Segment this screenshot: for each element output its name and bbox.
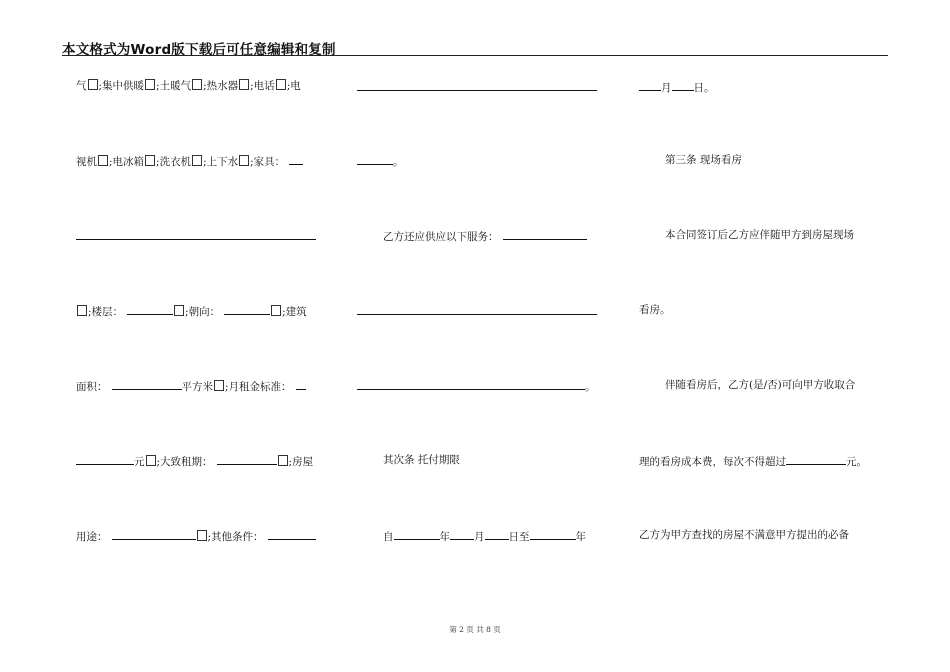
col3-line-2 <box>665 153 742 167</box>
text: 理的看房成本费，每次不得超过 <box>639 456 786 468</box>
fill-blank[interactable] <box>224 303 270 315</box>
text: 平方米 <box>181 381 213 393</box>
text: ;上下水 <box>203 156 239 168</box>
checkbox[interactable] <box>214 380 224 391</box>
text: ;电 <box>286 80 301 92</box>
fill-blank[interactable] <box>394 528 440 540</box>
text: 自 <box>383 531 394 543</box>
col3-line-7 <box>639 528 849 542</box>
col1-line-6 <box>76 453 313 469</box>
document-header-title: 本文格式为Word版下载后可任意编辑和复制 <box>62 42 336 58</box>
fill-blank[interactable] <box>357 79 597 91</box>
text: 年 <box>575 531 586 543</box>
text: ;洗衣机 <box>156 156 192 168</box>
text: 乙方为甲方查找的房屋不满意甲方提出的必备 <box>639 529 849 541</box>
col2-line-2 <box>357 153 404 169</box>
fill-blank[interactable] <box>672 79 694 91</box>
col3-line-4 <box>639 303 671 317</box>
text: 其次条 托付期限 <box>383 454 460 466</box>
text: 伴随看房后，乙方(是/否)可向甲方收取合 <box>665 379 856 391</box>
checkbox[interactable] <box>145 79 155 90</box>
text: ;大致租期： <box>156 456 213 468</box>
checkbox[interactable] <box>88 79 98 90</box>
text: 看房。 <box>639 304 671 316</box>
fill-blank[interactable] <box>76 453 134 465</box>
text: 月 <box>474 531 485 543</box>
text: ;房屋 <box>288 456 314 468</box>
fill-blank[interactable] <box>357 378 585 390</box>
col1-line-1 <box>76 79 301 93</box>
text: 气 <box>76 80 87 92</box>
text: ;建筑 <box>282 306 307 318</box>
checkbox[interactable] <box>192 79 202 90</box>
fill-blank[interactable] <box>503 228 587 240</box>
checkbox[interactable] <box>146 455 156 466</box>
page-number-footer: 第 2 页 共 8 页 <box>449 625 501 634</box>
text: ;电话 <box>250 80 275 92</box>
col2-line-6 <box>383 453 460 467</box>
fill-blank[interactable] <box>112 378 182 390</box>
checkbox[interactable] <box>98 155 108 166</box>
checkbox[interactable] <box>192 155 202 166</box>
text: 本合同签订后乙方应伴随甲方到房屋现场 <box>665 229 854 241</box>
col3-line-1 <box>639 79 715 95</box>
col1-line-5 <box>76 378 306 394</box>
col3-line-5 <box>665 378 855 392</box>
text: 面积： <box>76 381 108 393</box>
fill-blank[interactable] <box>485 528 509 540</box>
checkbox[interactable] <box>197 530 207 541</box>
fill-blank[interactable] <box>112 528 196 540</box>
col2-line-1 <box>357 79 597 95</box>
text: 月 <box>661 82 672 94</box>
fill-blank[interactable] <box>289 153 303 165</box>
col1-line-3 <box>76 228 316 244</box>
col2-line-3 <box>383 228 587 244</box>
col3-line-6 <box>639 453 867 469</box>
text: ;其他条件： <box>207 531 264 543</box>
checkbox[interactable] <box>174 305 184 316</box>
header-divider <box>62 55 888 56</box>
text: ;土暖气 <box>156 80 192 92</box>
col2-line-7 <box>383 528 586 544</box>
text: ;热水器 <box>203 80 239 92</box>
col3-line-3 <box>665 228 854 242</box>
col1-line-7 <box>76 528 316 544</box>
text: ;月租金标准： <box>225 381 292 393</box>
text: ;电冰箱 <box>109 156 145 168</box>
text: 第三条 现场看房 <box>665 154 742 166</box>
text: 元 <box>134 456 145 468</box>
text: ;楼层： <box>88 306 124 318</box>
checkbox[interactable] <box>271 305 281 316</box>
col2-line-5 <box>357 378 596 394</box>
text: 视机 <box>76 156 97 168</box>
col2-line-4 <box>357 303 597 319</box>
fill-blank[interactable] <box>127 303 173 315</box>
fill-blank[interactable] <box>217 453 277 465</box>
checkbox[interactable] <box>145 155 155 166</box>
text: 元。 <box>846 456 867 468</box>
text: 。 <box>393 156 404 168</box>
text: 日。 <box>693 82 715 94</box>
col1-line-4 <box>76 303 307 319</box>
text: ;朝向： <box>185 306 221 318</box>
checkbox[interactable] <box>77 305 87 316</box>
text: 。 <box>585 381 596 393</box>
checkbox[interactable] <box>276 79 286 90</box>
text: ;集中供暖 <box>98 80 145 92</box>
checkbox[interactable] <box>239 79 249 90</box>
fill-blank[interactable] <box>357 303 597 315</box>
text: ;家具： <box>250 156 286 168</box>
col1-line-2 <box>76 153 303 169</box>
text: 用途： <box>76 531 108 543</box>
text: 年 <box>439 531 450 543</box>
fill-blank[interactable] <box>530 528 576 540</box>
text: 日至 <box>508 531 530 543</box>
fill-blank[interactable] <box>639 79 661 91</box>
fill-blank[interactable] <box>357 153 393 165</box>
text: 乙方还应供应以下服务： <box>383 231 499 243</box>
checkbox[interactable] <box>278 455 288 466</box>
fill-blank[interactable] <box>268 528 316 540</box>
fill-blank[interactable] <box>450 528 474 540</box>
fill-blank[interactable] <box>76 228 316 240</box>
fill-blank[interactable] <box>296 378 306 390</box>
checkbox[interactable] <box>239 155 249 166</box>
fill-blank[interactable] <box>786 453 846 465</box>
